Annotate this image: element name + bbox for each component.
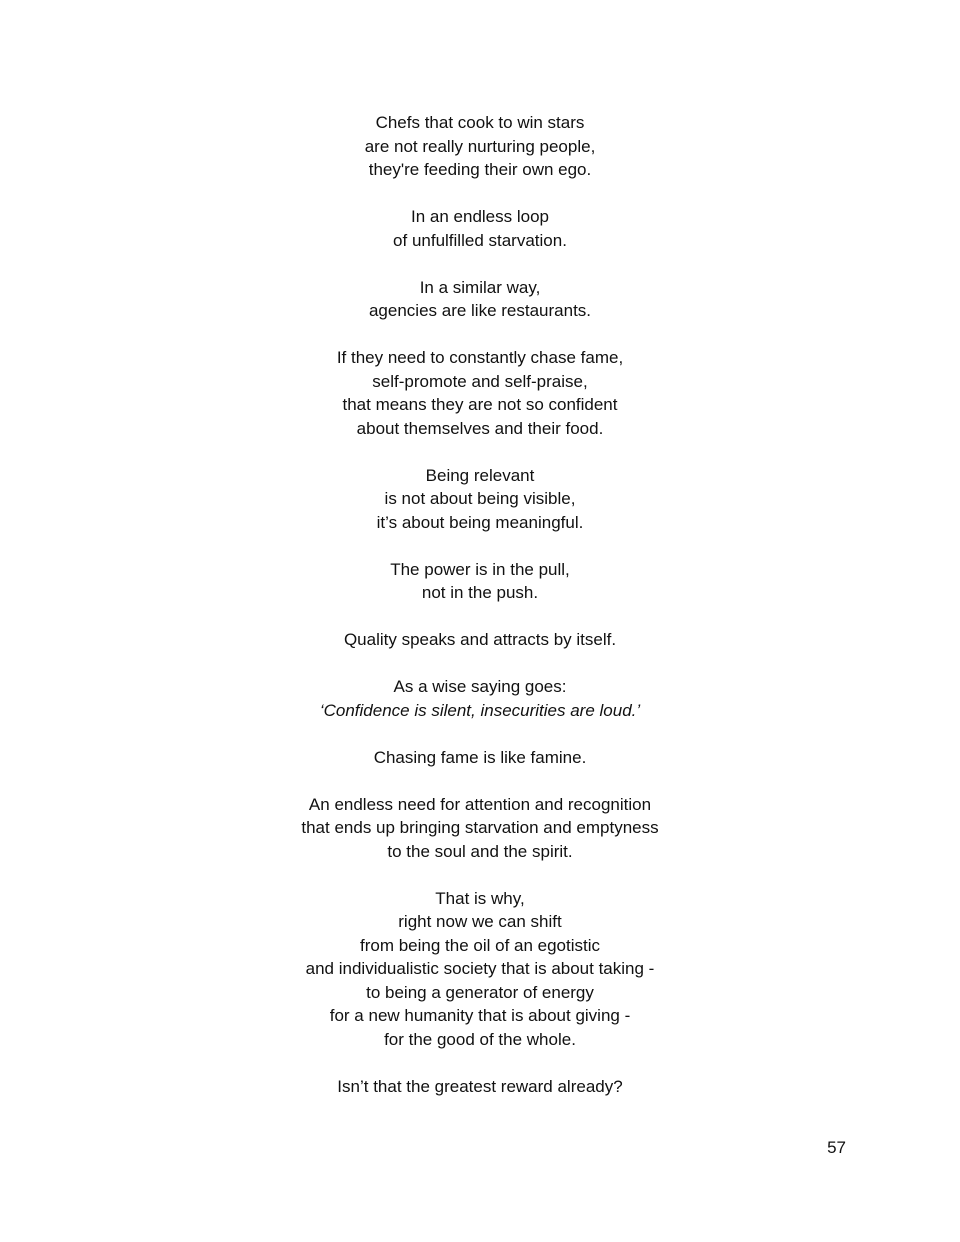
poem-line: they're feeding their own ego. [368, 160, 592, 179]
poem-line: it’s about being meaningful. [376, 512, 584, 532]
poem-line: Chasing fame is like famine. [373, 747, 587, 767]
poem-line: about themselves and their food. [356, 418, 604, 438]
page-number: 57 [827, 1138, 846, 1157]
stanza-7 [0, 628, 960, 652]
poem-line: from being the oil of an egotistic [359, 935, 601, 955]
poem-line: If they need to constantly chase fame, [336, 348, 624, 367]
poem-line: Isn’t that the greatest reward already? [337, 1076, 623, 1096]
poem-line: and individualistic society that is about taking - [305, 959, 655, 978]
poem-line: that ends up bringing starvation and emptyness [301, 818, 659, 837]
stanza-1 [0, 111, 960, 182]
stanza-2 [0, 205, 960, 252]
stanza-11 [0, 887, 960, 1052]
poem-line: to being a generator of energy [366, 982, 594, 1002]
poem-line: self-promote and self-praise, [372, 371, 588, 391]
poem-line: agencies are like restaurants. [368, 301, 592, 320]
poem-line: for the good of the whole. [384, 1029, 576, 1049]
poem-line: Chefs that cook to win stars [375, 113, 585, 132]
poem-line: is not about being visible, [384, 489, 576, 508]
poem-line: Being relevant [425, 465, 535, 485]
stanza-9 [0, 746, 960, 770]
stanza-12 [0, 1075, 960, 1099]
poem-line: that means they are not so confident [342, 395, 618, 414]
poem-line: not in the push. [421, 583, 539, 602]
poem-line: As a wise saying goes: [393, 677, 567, 696]
poem-line: right now we can shift [398, 912, 562, 931]
poem-text [0, 111, 960, 1122]
poem-line: for a new humanity that is about giving - [329, 1006, 631, 1025]
stanza-6 [0, 558, 960, 605]
stanza-8 [0, 675, 960, 722]
poem-line: In a similar way, [419, 277, 541, 297]
poem-line: to the soul and the spirit. [387, 841, 573, 861]
stanza-5 [0, 464, 960, 535]
poem-line: are not really nurturing people, [364, 136, 596, 156]
stanza-3 [0, 276, 960, 323]
poem-line: The power is in the pull, [390, 559, 570, 579]
stanza-10 [0, 793, 960, 864]
poem-line: Quality speaks and attracts by itself. [343, 630, 617, 649]
poem-line: of unfulfilled starvation. [393, 230, 567, 250]
quote-line: ‘Confidence is silent, insecurities are loud.’ [319, 700, 641, 720]
poem-line: That is why, [435, 888, 525, 908]
poem-line: In an endless loop [411, 207, 549, 226]
poem-line: An endless need for attention and recognition [308, 794, 652, 814]
stanza-4 [0, 346, 960, 440]
